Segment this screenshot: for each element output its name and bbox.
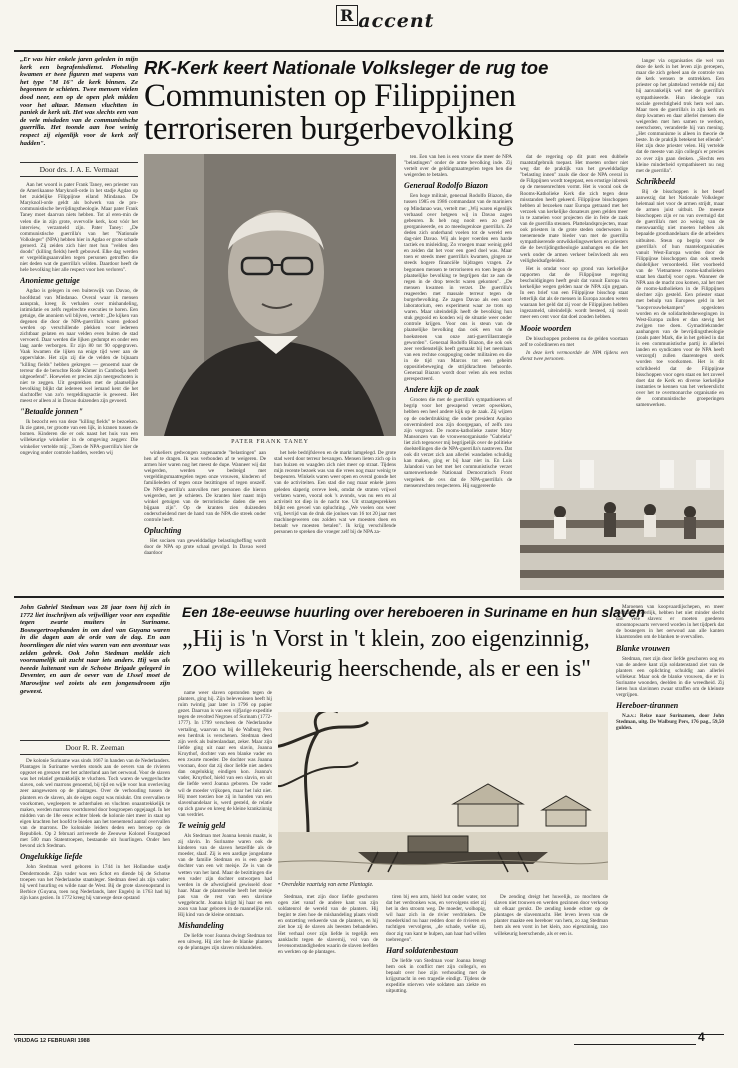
book-note: N.a.v.: Reize naar Surinamen, door John Stedman, uitg. De Walburg Pers, 176 pag., 59,50 gulden.: [616, 713, 724, 732]
article1-headline: Communisten op Filippijnen terroriseren burgerbevolking: [144, 78, 516, 147]
article1-column-6: [636, 58, 724, 442]
paragraph: name weer slaven opstonden tegen de planters, ging hij. Zijn belevenissen heeft hij ruim twintig jaar later in 1796 op papier gezet. Daarvan is van een vijfjarige expeditie tegen de revolted Negroes of Surinam (1772-1777). In 1799 verscheen de Nederlandse vertaling, waarvan nu bij de Walburg Pers een herdruk is verschenen. Stedman deed zijn werk als buitenlandaat, zeker. Maar zijn liefde ging uit naar een slavin, Joanna Kruythof, dochter van een blanke vader en een zwarte moeder. De dochter was Joanna vooraan, door dat zij door liefde niet anders dan ongelukkig eindigen kon. Joanna's vader, Kruythof, hield van een slavin, en uit die liefde werd Joanna geboren. De vader wil de moeder vrijkopen, maar het lukt niet. Hij moet toezien hoe zij in handen van een slavenhandelaar is, werd gesteld, de relatie op zich gauw en kreeg de kleine krankzinnig van verdriet.: [178, 690, 272, 818]
paragraph: Maroenen van koopvaardijschepen, en meer Stedman onderlijk, hebben het niet minder slecht dan vele slaven: er moeten goederen stroomopwaarts vervoerd worden in het tijdperk dat de bosnegers in het oerwoud aan alle kanten klaarstonden om de blanken te overvallen.: [616, 604, 724, 641]
paragraph: Als Stedman met Joanna kennis maakt, is zij slavin. In Suriname waren ook de kinderen van de slaven hetzelfde als de moeder, slaaf. Zij is een aardige jongedame van de familie Stedman en is een goede dochter van een wit meisje. Ze is van de wetten van het land. Maar de bezittingen die een vader zijn dochter ontworpen had werden in de afwezigheid gewisseld door haar. Maar de planterselite heeft het meisje pas van de rest van een slavinne weggebracht. Joanna krijgt hij haar en een zoon van haar geboren in de mannelijke rol. Hij kind van de kleine ontstaan.: [178, 832, 272, 919]
subheading: Hard soldatenbestaan: [386, 945, 459, 955]
subheading: Te weinig geld: [178, 820, 226, 830]
engraving-illustration: [278, 712, 608, 880]
logo-text: accent: [358, 10, 435, 32]
paragraph: Agdao is gelegen in een buitenwijk van Davao, de hoofdstad van Mindanao. Overal waar ik mensen aansprak, kreeg ik verhalen over mishandeling, intimidatie en zelfs regelrechte executies te horen. Een getuige, die anoniem wil blijven, vertelt: „De kijken van degenen die door de NPA-guerrilla's waren gedood werden op verschillende plekken voor iedereen zichtbaar gelaten en naar velden even buiten de stad vervoerd. Daar werden die lijken gedumpt en onder een laag aarde verborgen. Er zijn 80 tot 90 opgegraven. Vaak kwamen die lijken na enige tijd weer aan de oppervlakte. Het zijn zij die de velden de bijnaam "killing fields" hebben gekregen — genoemd naar de terreur die de beruchte Rode Khmer in Cambodja heeft uitgeoefend". Hoewelen er precies zijn neergeschoten is niet te zeggen. Uit gesprekken met de plaatselijke bevolking blijkt dat iedereen wel iemand kent die het slachtoffer van zo'n vergeldingsactie is geweest. Het meest er alleen al in Davao duizenden zijn gevoerd.: [20, 288, 138, 405]
engraving-caption: • Overdekte vaartuig van eene Plantagie.: [278, 882, 374, 888]
paragraph: Stedman, met zijn door liefde geschoren oog en van de andere kant zijn soldatenstand ziet van de planters een oplichting schuldig aan allerlei willekeur. Maar ook de blanke vrouwen, die er in Suriname woonden, deelden in die wreedheid. Zij lieten hun slavinnen zwaar straffen om de kleinste vergrijpen.: [616, 655, 724, 699]
masthead: [14, 6, 724, 52]
subheading: Mooie woorden: [520, 323, 572, 333]
subheading: Generaal Rodolfo Biazon: [404, 181, 489, 191]
paragraph: dat de regering op dit punt een dubbele maatstafgebruik toepast. Het moeten ordner niet weg dat de praktijk van het gewelddadige "belasting innen" zoals die door de NPA overal in de Filippijnen wordt toegepast, een ernstige inbreuk op de mensenrechten vormt. Het is vooral ook de Rooms-Katholieke Kerk die zich tegen deze misstanden heeft gekeerd. Filippijnse bisschoppen hebben al bezoeken naar Europa getraand met het verzoek van kerkelijke donateurs geen gelden meer in te zamelen voor projecten die in feite de zaak van de guerrilla steunen. Plattelandsprojecten, maar ook priesters in de grote steden onderwezen in toenemende mate bieder van met de guerrilla sympathiserende ontwikkelingswerkers en priesters die de bevrijdingstheologie aanhangen en die het werk onder de armen verkeer beïnvloedt als een veiligheidsafgeleiden.: [520, 154, 628, 264]
article2-column-5: [494, 894, 608, 1028]
church-interior-photo: [520, 450, 724, 590]
article2-column-4: [386, 894, 486, 1028]
subheading: Hereboer-tirannen: [616, 701, 679, 711]
article2-column-6: [616, 604, 724, 1028]
article1-column-3: [274, 450, 396, 590]
article1-column-4: [404, 154, 512, 590]
engraving-caption-text: Overdekte vaartuig van eene Plantagie.: [281, 882, 374, 888]
article1-column-1: [20, 182, 138, 590]
paragraph: winkeliers gedwongen zogenaamde "belastingen" aan hen af te dragen. Ik was verbonden af te weigeren. De armen hier waren nog het meest de dupe. Wanneer wij dat weigerden, werden we bedreigd met vergeldingsmaatregelen tegen onze vrouwen, kinderen of familieleden of tegen onze bezittingen of tegen onszelf. De NPA-guerrilla's aanvullen met personen die hieron weigerden, net je schieten. De kranten hier naast mijn winkel getuigen van de terroristische daden die een bijgaan zijn". Op de kranten zien duizenden onderscheidend met de hand van de NPA die streek onder controle heeft.: [144, 450, 266, 524]
subheading: Anonieme getuige: [20, 276, 80, 286]
paragraph: Bij de bisschoppen is het besef aanwezig dat het Nationale Volksleger helemaal niet voor de armen strijdt, maar de armen juist uitbuit. De meeste bisschoppen zijn er nu van overtuigd dat de guerrilla's met zo weinig van de menswaardig niet moeten hebben als bepaalde groothandelaars die de arbeiders uitbuiten. Steun op begrip voor de guerrilla's of hun mantelorganisaties vanuit West-Europa worden door de Filippijnse bisschoppen dan ook steeds duidelijker veroordeeld. Het voorbeeld van de Vietnamese rooms-katholieken staat hen daarbij voor ogen. Wanneer de NPA aan de macht zou komen, zal het met de rooms-katholieken in de Filippijnen slechter zijn gesteld. Een priester staat met behulp van Europees geld in het "koopvrouwbekampen" opgesloten worden en de solidariteitsbewegingen in West-Europa zullen er dan stevig het zwijgen toe doen. Gymadriekrander aanhangers van de bevrijdingstheologie (zoals pater Mark, die in het gebied in dat is een communistische partij in allerlei landen en syndicaten voor de NPA heeft verzorgd) zullen daarentegen sterk worden toe voorkomen. Het is dit schrikbeeld dat de Filippijnse bisschoppen voor ogen staat en het zoveel doet dat de Kerk en diverse kerkelijke instanties te kennen van het verkeerslicht over het te overmonarche organisatie en de communistische groeperingen samenwerken.: [636, 188, 724, 409]
photo-caption: PATER FRANK TANEY: [231, 439, 309, 445]
paragraph: De liefde voor Joanna dwingt Stedman tot een uitweg. Hij ziet hoe de blanke planters op de plantages zijn slaven mishandelen.: [178, 933, 272, 952]
subheading: "Betaalde jonnen": [20, 407, 83, 417]
article2-intro: John Gabriel Stedman was 28 jaar toen hij zich in 1772 liet inschrijven als vrijwilliger voor een expeditie tegen zwarte muiters in Suriname. Bosnegertroepbanden in om deel van Guyana waren in die dagen aan de orde van de dag. En aan hoornlingen die niet vies waren van een avontuur was zelden gebrek. Ook John Stedman meldde zich voornamelijk uit zucht naar iets anders. Hij was als tweede luitenant van de Schotse Brigade gelegerd in Deventer, en aan de oever van de IJssel moet de Marowijne wel zoiets als een jongensdroom zijn geweest.: [20, 604, 170, 695]
paragraph: Grooten die met de guerrilla's sympathiseren of begrip voor het gewapend verzet opwekken, hebben een heel andere kijk op de zaak. Zij wijzen op de onderdrukking die onder president Aquino onverminderd zou zijn doorgegaan, of zelfs zou zijn vergroot. De rooms-katholieke zuster Mary Mansonzen van de vrouwenorganisatie "Gabriela" liet zich tegenover mij begrijpelijk over de politieke doelstellingen die de NPA-guerrilla's nastreven. Dat ook dit verzet zich aan allerlei wandaden schuldig kan maken, ging er bij haar niet in. En Luis Jalandoni van het met het communistische verzet samenwerkende Nationaal Democratisch Front vergeleek de ovs dat de NPA-guerrilla's de mensenrechten respecteren. Hij suggereerde: [404, 397, 512, 489]
footer-rule: [14, 1034, 724, 1035]
subheading: Schrikbeeld: [636, 176, 676, 186]
paragraph: John Stedman werd geboren in 1744 in het Hollandse stadje Dendermonde. Zijn vader was een Schot en diende bij de Schotse troepen van het Nederlandse staatsleger. Stedman deed als zijn vader: hij werd huurling en wilde naar de West. Bij de grote slavenopstand in Berbice (Guyana, toen nog Nederlands, later Engels) in 1763 had hij zijn kans gezien. In 1772 kreeg hij vanwege deze opstand: [20, 864, 170, 901]
priest-portrait-photo: [144, 154, 396, 436]
footer-date: VRIJDAG 12 FEBRUARI 1988: [14, 1038, 90, 1044]
portrait-illustration: [144, 154, 396, 436]
article2-kicker: Een 18e-eeuwse huurling over hereboeren in Suriname en hun slaven: [182, 604, 645, 620]
article2-column-3: [278, 894, 378, 1028]
paragraph: Aan het woord is pater Frank Taney, een priester van de Amerikaanse Maryknoll-orde in het stadje Agdao op het zuidelijke Filippijnse eiland Mindanao. De Maryknoll-orde geldt als bolwerk van de pro-communistische bevrijdingstheologie. Maar pater Frank Taney moet daarvan niets hebben. Tot al eren-min de velen die in zijn grote, overvolle kerk, kost vóór het interview, verzameld zijn. Pater Taney: „De communistische guerrilla's van het "Nationale Volksleger" (NPA) hebben hier in Agdao er grote schade geroerd. Zij zeiden zich hier met hun "velden den doods" (killing fields) heeft gebouwd. Elke dag werden er vergeldingsaanvallen tegen personen getroffen die niet deden wat de guerrilla's wilden. Daardoor heeft de hele bevolking hier alle respect voor hen verloren".: [20, 182, 138, 274]
subheading: Mishandeling: [178, 921, 224, 931]
plantation-boat-engraving: [278, 712, 608, 880]
newspaper-page: [14, 6, 724, 1060]
article1-intro: „Er was hier enkele jaren geleden in mijn kerk een begrafenisdienst. Plotseling kwamen er twee figuren met wapens van het type "M 16" de kerk binnen. Ze begonnen te schieten. Twee mensen vielen dood neer, een op de open plek midden voor het altaar. Mensen vluchtten in paniek de kerk uit. Het was slechts een van de vele misdaden van de communistische guerrilla. Het toonde aan hoe weinig respect zij eigenlijk voor de kerk zelf hadden".: [20, 56, 138, 147]
photo-caption-church: In deze kerk vermoordde de NPA tijdens een dienst twee personen.: [520, 349, 628, 362]
subheading: Opluchting: [144, 526, 182, 536]
article1-column-5: [520, 154, 628, 442]
paragraph: De bisschoppen proberen nu de gelden voortaan zelf te coördineren en met: [520, 335, 628, 348]
article1-kicker: RK-Kerk keert Nationale Volksleger de rug toe: [144, 57, 549, 78]
paragraph: De zending dreigt het huwelijk, zo mochten de slaven niet trouwen en werden gezinnen door verkoop uit elkaar gerukt. De zending kende echter op de plantages de slavenmacht. Het leven leven van de planter maakte een hereboer van hem, zo zag Stedman hem als een vorst in het klein, zoo eigenzinnig, zoo willekeurig heerschende, als er een is.: [494, 894, 608, 937]
paragraph: langer via organisaties die wel van deze de kerk in het leven zijn geroepen, maar die zich geheel aan de controle van de kerk wensen te onttrekken. Een priester op het platteland vertelde mij dat hij aanvankelijk wel met de guerrilla's sympathiseerde. Hun ideologie van sociale gerechtigheid trok hem wel aan. Maar toen de guerrilla's in zijn kerk en dorp kwamen en daar allerlei mensen die weigerden met hen samen te werken, neerschoten, veranderde hij van mening. „Het communisme is alleen in theorie de beste. In de praktijk betekent het ellende". Het zijn deze priester velen. Hij vertelde dat de meeste van zijn collega's er precies zo over zijn gaan denken. „Slechts een kleine minderheid sympathiseert nu nog met de guerrilla".: [636, 58, 724, 174]
page-number: 4: [698, 1030, 705, 1044]
paragraph: De liefde van Stedman voor Joanna brengt hem ook in conflict met zijn collega's, en bepaalt over hoe zijn verhouding met de krijgsmacht in een tragedie eindigt. Tijdens de expeditie stierven vele soldaten aan ziekte en uitputting.: [386, 957, 486, 995]
paragraph: Stedman, met zijn door liefde geschoren ogen ziet vanaf de andere kant van zijn soldatenrol de wereld van de planters. Hij begint te zien hoe de mishandeling plaats vindt en ontzetting verkeerde van de planters, en hij ziet hoe zij de slaven als beesten behandelen. Het verhaal over zijn liefde is tegelijk een aanklacht tegen de slavernij, vol van de levensomstandigheden waarin de slaven leefden en werkten op de plantages.: [278, 894, 378, 955]
article2-column-2: [178, 690, 272, 1028]
paragraph: het hele bedrijfsleven en de markt lamgelegd. De grote stad werd door terreur bevangen. Mensen lieten zich op in hun huizen en waagden zich niet meer op straat. Tijdens mijn recente bezoek was van die vrees nog maar weinig te bespeuren. Winkels waren weer open en overal gonsde het van de activiteiten. Een stad die nog maar enkele jaren geleden slaperig ovreve leek, omdat de straten vrijwel verlaten waren, vooral ook 's avonds, was nu een en al activiteit tot diep in de nacht toe. Uit straatgesprekken blijkt een gevoel van opluchting. „We voelen ons weer vrij, bevrijd van de druk die jonlues van 16 tot 20 jaar met machinegeweren ons zolden wat we moesten doen en betaalt we moesten betalen". Ik krijg verschillende personen te spreken die vroeger zelf bij de NPA za-: [274, 450, 396, 536]
accent-logo: R accent: [336, 10, 434, 32]
footer-rule-short: [574, 1044, 696, 1045]
article2-byline: Door R. R. Zeeman: [20, 740, 170, 755]
paragraph: Ik bezocht een van deze "killing fields" te bezoeken. Ik zie gaten, ter grootte van een lijk, in kranen tussen de bomen. Kinderen die er ook naast het huis van een willekeurige winkelier in de omgeving zeggen: Die winkelier vertelde mij: „Toen de NPA-guerrilla's hier de ongeving onder controle hadden, werden wij: [20, 419, 138, 456]
article1-byline: Door drs. J. A. E. Vermaat: [20, 162, 138, 177]
paragraph: Het is omdat voor op grond van kerkelijke rapporten dat de Filippijnse regering beschuldigingen heeft geuit dat vanuit Europa via kerkelijke wegen gelden naar de NPA zijn gegaan. In een brief van een Filippijnse bisschop staat letterlijk dat als de mensen in Europa zouden weten waaraan het geld dat zij voor de Filippijnen hebben ingezameld, uiteindelijk wordt besteed, zij nooit meer een cent voor dat doel zouden hebben.: [520, 265, 628, 321]
paragraph: Het sociaen van gewelddadige belastingheffing wordt door de NPA op grote schaal gevolgd. In Davao werd daardoor: [144, 538, 266, 557]
section-divider: [14, 596, 724, 598]
subheading: Andere kijk op de zaak: [404, 385, 480, 395]
paragraph: De kolonie Suriname was sinds 1667 in handen van de Nederlanders. Plantages in Suriname werden stonds aan de oevers van de rivieren opgezet en grenzen met het achterland aan het oerwoud. Voor de slaven was het relatief gemakkelijk te vluchten. Toch waren de weggevluchte slaven, ook wel marrons genoemd, bij tijd en wijle voor hun overleving zeer aangewezen op de plantages. Over de verhouding tussen de planters en de slaven, als de eigen oogst was mislukt. Om overvallen te voorkomen, wegleepers te achterhalen en vluchten onaantrekkelijk te maken, werden marrons voortdurend door bosgroepen opgejaagd. In het midden van de 18e eeuw echter bleek de kolonie niet meer in staat op eigen krachten het hoofd te bieden aan het toenemend aantal overvallen van de marrons. De koloniale leiders deden een beroep op de Republiek. Op 2 februari arriveerde de Zeeuwse Kolonel Fourgeoud met 500 man Statentroepen, bestaande uit huurlingen. Onder hen bevond zich Stedman.: [20, 758, 170, 850]
paragraph: tiren bij een arm, hield hut onder water, tot dat het verdronken was, en vervolgens stiet zij het in den stroom weg. De moeder, wolhopig, wil haar zich in de rivier verdrinken. De moederkind nu haar redden door de rivieren en tuchtigen vervolgens, „de schade, welke zij, door zig van kant te hulpen, aan haar had willen toebrengen".: [386, 894, 486, 943]
subheading: Ongelukkige liefde: [20, 852, 83, 862]
paragraph: Een hoge militair, generaal Rodolfo Biazon, die tussen 1985 en 1986 commandant van de mariniers op Mindanao was, vertelt me: „Wij waren eigenlijk verbaasd over hetgeen wij in Davao zagen gebeuren. Ik heb nog nooit een zo goed georganiseerde, en zo meedogenloze guerrilla's. Ze deden zich onderhand voelen tot de wereld een dag-niet Davao. Wij als leger voerden een harde tactiek en misleiding. Zo vroegen maar weinig geld en zeiden dat het voor een goed doel was. Maar toen er steeds meer guerrilla's kwamen, gingen ze steeds hogere financiële bijdragen vragen. Ze begonnen mensen te terroriseren en toen begon de plaatselijke bevolking te begrijpen dat ze aan de regen in de drop terecht waren gekomen". „De mensen kwamen in verzet. De guerrilla's reageerden met massale terreur tegen de burgerbevolking. Ze zagen Davao als een soort laboratorium, een experiment waar ze trots op waren. Maar uiteindelijk heeft de bevolking hun stuk gegooid en konden wij de situatie weer onder controle krijgen. Voor ons is steun van de plaatselijke bevolking dan ook een van de hoekstenen van onze anti-guerrillastrategie geworden". Generaal Rodolfo Biazon, die ook ook zeer verdienstelijk heeft gemaakt bij het neerslaan van een rechtse couppoging onder militairen en die in de tijd van Marcos tot een geheim oppositiebeweging de strijdkrachten behoorde. Generaal Biazon wordt door velen als een rechts gerespecteerd.: [404, 193, 512, 383]
paragraph: ten. Een van hen is een vrouw die meer de NPA "belastingen" onder de arme bevolking inde. Zij vertelt over de geldingmaatregelen tegen hen die weigerden te betalen.: [404, 154, 512, 179]
subheading: Blanke vrouwen: [616, 643, 671, 653]
article2-column-1: [20, 758, 170, 1028]
article2-headline: „Hij is 'n Vorst in 't klein, zoo eigenzinnig, zoo willekeurig heerschende, als er een is": [182, 626, 591, 682]
article1-column-2: [144, 450, 266, 590]
church-illustration: [520, 450, 724, 590]
